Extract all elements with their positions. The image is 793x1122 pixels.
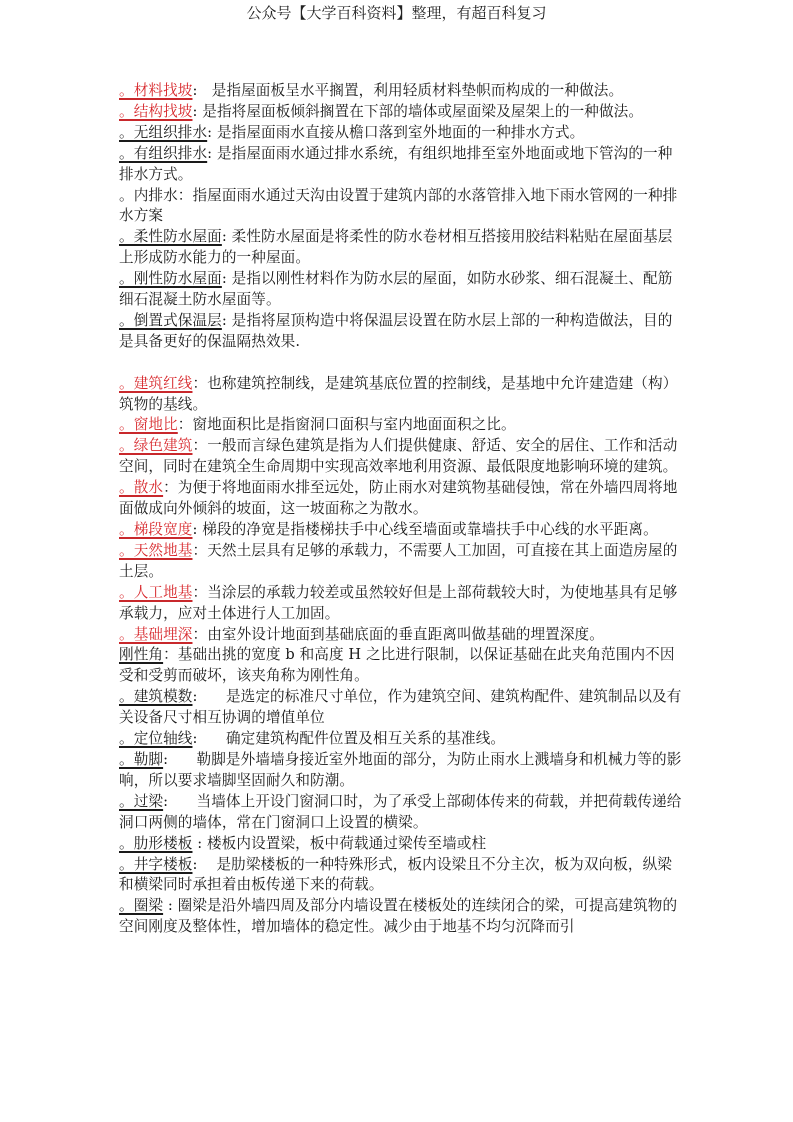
definition: 是肋梁楼板的一种特殊形式，板内设梁且不分主次，板为双向板，纵梁和横梁同时承担着由板传递下来的荷载。: [119, 855, 672, 894]
entry-structural-slope: 。结构找坡: 是指将屋面板倾斜搁置在下部的墙体或屋面梁及屋架上的一种做法。: [119, 102, 644, 120]
definition: 确定建筑构配件位置及相互关系的基准线。: [225, 730, 506, 748]
definition: 圈梁是沿外墙四周及部分内墙设置在楼板处的连续闭合的梁，可提高建筑物的空间刚度及整体性，增加墙体的稳定性。减少由于地基不均匀沉降而引: [119, 897, 678, 936]
definition: 梯段的净宽是指楼梯扶手中心线至墙面或靠墙扶手中心线的水平距离。: [202, 521, 658, 539]
definition: 是指将屋顶构造中将保温层设置在防水层上部的一种构造做法，目的是具备更好的保温隔热效果.: [119, 311, 673, 350]
definition: 基础出挑的宽度 b 和高度 H 之比进行限制，以保证基础在此夹角范围内不因受和受剪而破坏，该夹角称为刚性角。: [119, 646, 675, 685]
term: 。倒置式保温层: [119, 311, 222, 329]
definition: 由室外设计地面到基础底面的垂直距离叫做基础的埋置深度。: [207, 625, 604, 643]
term: 。定位轴线: [119, 730, 193, 748]
document-body: [119, 81, 685, 938]
entry-foundation-depth: 。基础埋深：由室外设计地面到基础底面的垂直距离叫做基础的埋置深度。: [119, 625, 604, 643]
entry-lintel: 。过梁: 当墙体上开设门窗洞口时，为了承受上部砌体传来的荷载，并把荷载传递给洞口两侧的墙体，常在门窗洞口上设置的横梁。: [119, 792, 682, 831]
definition: 楼板内设置梁，板中荷载通过梁传至墙或柱: [206, 834, 487, 852]
definition: 当涂层的承载力较差或虽然较好但是上部荷载较大时，为使地基具有足够承载力，应对土体进行人工加固。: [119, 583, 678, 622]
term: 。刚性防水屋面: [119, 270, 222, 288]
entry-material-slope: 。材料找坡: 是指屋面板呈水平搁置，利用轻质材料垫帜而构成的一种做法。: [119, 82, 624, 99]
definition: 。内排水：指屋面雨水通过天沟由设置于建筑内部的水落管排入地下雨水管网的一种排水方案: [119, 186, 678, 225]
paragraph-gap: [119, 353, 685, 374]
term: 。人工地基: [119, 583, 193, 601]
term: 。结构找坡: [119, 102, 193, 120]
term: 。无组织排水: [119, 123, 208, 141]
term: 。梯段宽度: [119, 521, 193, 539]
term: 。柔性防水屋面: [119, 228, 222, 246]
definition: 勒脚是外墙墙身接近室外地面的部分，为防止雨水上溅墙身和机械力等的影响，所以要求墙脚坚固耐久和防潮。: [119, 750, 682, 789]
definition: 是指将屋面板倾斜搁置在下部的墙体或屋面梁及屋架上的一种做法。: [202, 102, 644, 120]
term: 。材料找坡: [119, 82, 193, 99]
term: 。肋形楼板: [119, 834, 193, 852]
definition: 是指屋面板呈水平搁置，利用轻质材料垫帜而构成的一种做法。: [211, 82, 624, 99]
entry-building-red-line: 。建筑红线：也称建筑控制线，是建筑基底位置的控制线，是基地中允许建造建（构）筑物的基线。: [119, 374, 678, 413]
definition: 是选定的标准尺寸单位，作为建筑空间、建筑构配件、建筑制品以及有关设备尺寸相互协调的增值单位: [119, 688, 682, 727]
page-header: [0, 3, 793, 23]
entry-stair-flight-width: 。梯段宽度: 梯段的净宽是指楼梯扶手中心线至墙面或靠墙扶手中心线的水平距离。: [119, 521, 658, 539]
entry-flexible-waterproof-roof: 。柔性防水屋面: 柔性防水屋面是将柔性的防水卷材相互搭接用胶结料粘贴在屋面基层上形成防水能力的一种屋面。: [119, 228, 673, 267]
term: 。井字楼板: [119, 855, 193, 873]
entry-rigid-waterproof-roof: 。刚性防水屋面: 是指以刚性材料作为防水层的屋面，如防水砂浆、细石混凝土、配筋细石混凝土防水屋面等。: [119, 270, 673, 309]
term: 。窗地比: [119, 416, 178, 434]
term: 。散水: [119, 479, 164, 497]
term: 。天然地基: [119, 541, 193, 559]
definition: 是指以刚性材料作为防水层的屋面，如防水砂浆、细石混凝土、配筋细石混凝土防水屋面等。: [119, 270, 673, 309]
entry-window-floor-ratio: 。窗地比：窗地面积比是指窗洞口面积与室内地面面积之比。: [119, 416, 516, 434]
definition: 是指屋面雨水通过排水系统，有组织地排至室外地面或地下管沟的一种排水方式。: [119, 144, 673, 183]
term: 刚性角: [119, 646, 164, 664]
term: 。建筑模数: [119, 688, 193, 706]
definition: 柔性防水屋面是将柔性的防水卷材相互搭接用胶结料粘贴在屋面基层上形成防水能力的一种屋面。: [119, 228, 673, 267]
term: 。有组织排水: [119, 144, 208, 162]
entry-apron: 。散水：为便于将地面雨水排至远处，防止雨水对建筑物基础侵蚀，常在外墙四周将地面做成向外倾斜的坡面，这一坡面称之为散水。: [119, 479, 678, 518]
term: 。绿色建筑: [119, 437, 193, 455]
entry-ring-beam: 。圈梁 : 圈梁是沿外墙四周及部分内墙设置在楼板处的连续闭合的梁，可提高建筑物的空间刚度及整体性，增加墙体的稳定性。减少由于地基不均匀沉降而引: [119, 897, 678, 936]
entry-plinth: 。勒脚: 勒脚是外墙墙身接近室外地面的部分，为防止雨水上溅墙身和机械力等的影响，所以要求墙脚坚固耐久和防潮。: [119, 750, 682, 789]
entry-positioning-axis: 。定位轴线: 确定建筑构配件位置及相互关系的基准线。: [119, 730, 506, 748]
term: 。基础埋深: [119, 625, 193, 643]
definition: 是指屋面雨水直接从檐口落到室外地面的一种排水方式。: [216, 123, 585, 141]
term: 。建筑红线: [119, 374, 193, 392]
header-title: 公众号【大学百科资料】整理，有超百科复习: [246, 4, 547, 22]
definition: 一般而言绿色建筑是指为人们提供健康、舒适、安全的居住、工作和活动空间，同时在建筑全生命周期中实现高效率地利用资源、最低限度地影响环境的建筑。: [119, 437, 678, 476]
entry-rigid-angle: 刚性角：基础出挑的宽度 b 和高度 H 之比进行限制，以保证基础在此夹角范围内不因受和受剪而破坏，该夹角称为刚性角。: [119, 646, 675, 685]
entry-waffle-slab: 。井字楼板: 是肋梁楼板的一种特殊形式，板内设梁且不分主次，板为双向板，纵梁和横梁同时承担着由板传递下来的荷载。: [119, 855, 672, 894]
entry-building-module: 。建筑模数: 是选定的标准尺寸单位，作为建筑空间、建筑构配件、建筑制品以及有关设备尺寸相互协调的增值单位: [119, 688, 682, 727]
definition: 天然土层具有足够的承载力，不需要人工加固，可直接在其上面造房屋的土层。: [119, 541, 678, 580]
entry-natural-foundation: 。天然地基：天然土层具有足够的承载力，不需要人工加固，可直接在其上面造房屋的土层。: [119, 541, 678, 580]
term: 。圈梁: [119, 897, 164, 915]
definition: 窗地面积比是指窗洞口面积与室内地面面积之比。: [192, 416, 516, 434]
term: 。过梁: [119, 792, 164, 810]
entry-ribbed-slab: 。肋形楼板 : 楼板内设置梁，板中荷载通过梁传至墙或柱: [119, 834, 487, 852]
term: 。勒脚: [119, 750, 164, 768]
definition: 为便于将地面雨水排至远处，防止雨水对建筑物基础侵蚀，常在外墙四周将地面做成向外倾斜的坡面，这一坡面称之为散水。: [119, 479, 678, 518]
entry-artificial-foundation: 。人工地基：当涂层的承载力较差或虽然较好但是上部荷载较大时，为使地基具有足够承载力，应对土体进行人工加固。: [119, 583, 678, 622]
definition: 也称建筑控制线，是建筑基底位置的控制线，是基地中允许建造建（构）筑物的基线。: [119, 374, 678, 413]
definition: 当墙体上开设门窗洞口时，为了承受上部砌体传来的荷载，并把荷载传递给洞口两侧的墙体，常在门窗洞口上设置的横梁。: [119, 792, 682, 831]
entry-organized-drainage: 。有组织排水: 是指屋面雨水通过排水系统，有组织地排至室外地面或地下管沟的一种排水方式。: [119, 144, 673, 183]
entry-internal-drainage: [119, 186, 685, 228]
entry-inverted-insulation: 。倒置式保温层: 是指将屋顶构造中将保温层设置在防水层上部的一种构造做法，目的是具备更好的保温隔热效果.: [119, 311, 673, 350]
entry-unorganized-drainage: 。无组织排水: 是指屋面雨水直接从檐口落到室外地面的一种排水方式。: [119, 123, 585, 141]
entry-green-building: 。绿色建筑：一般而言绿色建筑是指为人们提供健康、舒适、安全的居住、工作和活动空间，同时在建筑全生命周期中实现高效率地利用资源、最低限度地影响环境的建筑。: [119, 437, 678, 476]
